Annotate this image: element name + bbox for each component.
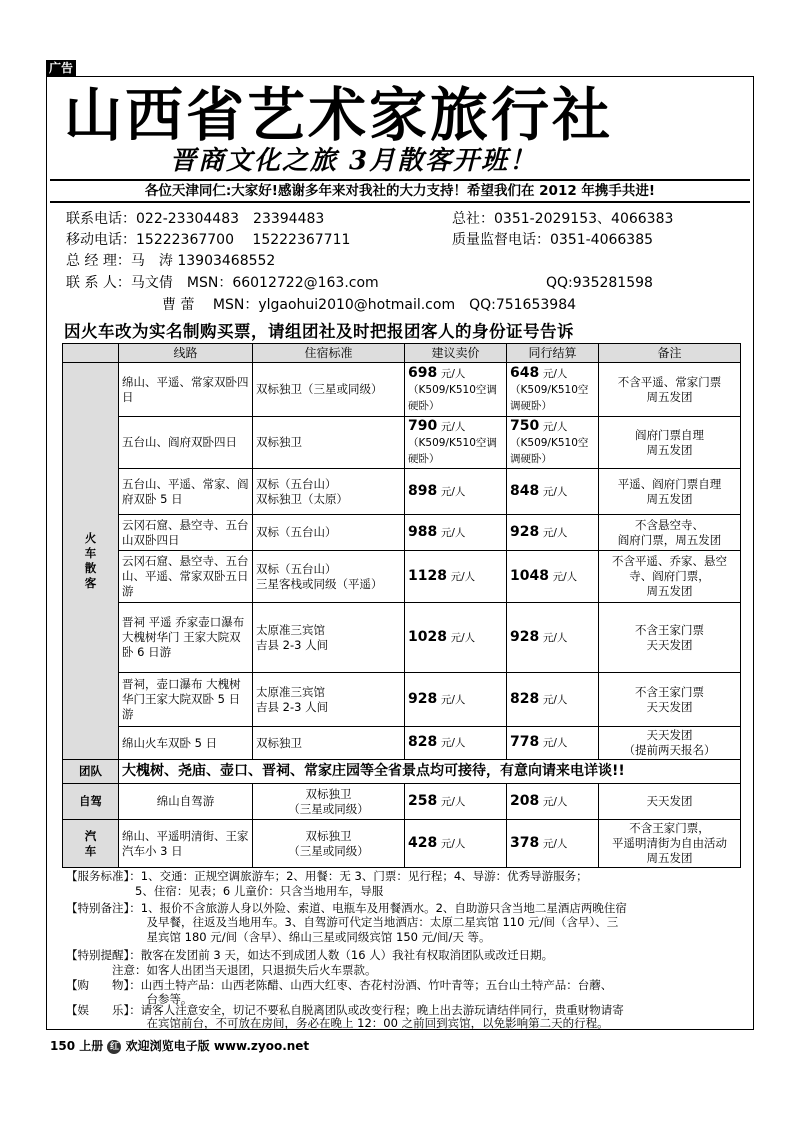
route-cell: 绵山火车双卧 5 日: [119, 727, 253, 760]
table-header: [63, 344, 741, 363]
contact-second-person: 曹 蕾 MSN：ylgaohui2010@hotmail.com QQ:751653984: [162, 297, 577, 313]
header-blank: [63, 344, 119, 363]
suggested-price: 988 元/人: [405, 515, 507, 551]
header-cell: 线路: [119, 344, 253, 363]
contact-phone: 联系电话：022-23304483 23394483: [66, 211, 325, 227]
peer-price: 648 元/人 （K509/K510空调硬卧）: [507, 363, 599, 417]
note-cell: 不含王家门票， 平遥明清街为自由活动 周五发团: [599, 820, 741, 868]
table-row: [63, 760, 741, 784]
suggested-price: 928 元/人: [405, 673, 507, 727]
group-label: 团队: [63, 760, 119, 784]
footer-shopping: 【购 物】：山西土特产品：山西老陈醋、山西大红枣、杏花村汾酒、竹叶青等；五台山土特产品：台蘑、: [66, 978, 613, 992]
table-row: [63, 469, 741, 515]
hotel-cell: 太原准三宾馆 吉县 2-3 人间: [253, 603, 405, 673]
header-cell: 同行结算: [507, 344, 599, 363]
table-row: [63, 363, 741, 417]
suggested-price: 828 元/人: [405, 727, 507, 760]
table-row: [63, 603, 741, 673]
footer-special-3: 星宾馆 180 元/间（含早）、绵山三星或同级宾馆 150 元/间/天 等。: [66, 930, 491, 944]
suggested-price: 258 元/人: [405, 784, 507, 820]
route-cell: 云冈石窟、悬空寺、五台山双卧四日: [119, 515, 253, 551]
footer-text: 欢迎浏览电子版: [125, 1039, 210, 1053]
peer-price: 750 元/人 （K509/K510空调硬卧）: [507, 417, 599, 469]
suggested-price: 428 元/人: [405, 820, 507, 868]
note-cell: 不含王家门票 天天发团: [599, 603, 741, 673]
route-cell: 绵山自驾游: [119, 784, 253, 820]
footer-shopping-2: 台参等。: [66, 992, 193, 1006]
hotel-cell: 双标（五台山）: [253, 515, 405, 551]
header-cell: 建议卖价: [405, 344, 507, 363]
contact-mobile: 移动电话：15222367700 15222367711: [66, 232, 351, 248]
route-cell: 五台山、平遥、常家、阎府双卧 5 日: [119, 469, 253, 515]
suggested-price: 1128 元/人: [405, 551, 507, 603]
hotel-cell: 双标独卫（三星或同级）: [253, 363, 405, 417]
bus-label: 汽 车: [63, 820, 119, 868]
contact-quality: 质量监督电话：0351-4066385: [452, 232, 654, 248]
route-cell: 晋祠 平遥 乔家壶口瀑布 大槐树华门 王家大院双卧 6 日游: [119, 603, 253, 673]
suggested-price: 790 元/人 （K509/K510空调硬卧）: [405, 417, 507, 469]
ad-tag: 广告: [46, 60, 76, 76]
hotel-cell: 双标独卫 （三星或同级）: [253, 784, 405, 820]
agency-title: 山西省艺术家旅行社: [64, 81, 614, 149]
suggested-price: 1028 元/人: [405, 603, 507, 673]
route-cell: 绵山、平遥明清街、王家汽车小 3 日: [119, 820, 253, 868]
page-footer: [50, 1037, 309, 1054]
note-cell: 天天发团 （提前两天报名）: [599, 727, 741, 760]
footer-reminder: 【特别提醒】：散客在发团前 3 天，如达不到成团人数（16 人）我社有权取消团队或改迁日期。: [66, 948, 554, 962]
table-row: [63, 820, 741, 868]
hotel-cell: 双标（五台山） 三星客栈或同级（平遥）: [253, 551, 405, 603]
peer-price: 208 元/人: [507, 784, 599, 820]
hotel-cell: 双标独卫 （三星或同级）: [253, 820, 405, 868]
table-row: [63, 417, 741, 469]
note-cell: 不含平遥、乔家、悬空寺、阎府门票， 周五发团: [599, 551, 741, 603]
price-table: [62, 343, 741, 868]
note-cell: 平遥、阎府门票自理 周五发团: [599, 469, 741, 515]
route-cell: 云冈石窟、悬空寺、五台山、平遥、常家双卧五日游: [119, 551, 253, 603]
table-row: [63, 784, 741, 820]
footer-special-2: 及早餐，往返及当地用车。3、自驾游可代定当地酒店：太原二星宾馆 110 元/间（含早）、三: [66, 915, 619, 929]
footer-fun-2: 在宾馆前台，不可放在房间，务必在晚上 12：00 之前回到宾馆，以免影响第二天的行程。: [66, 1016, 609, 1030]
hong-badge: 红: [107, 1040, 121, 1054]
route-cell: 绵山、平遥、常家双卧四日: [119, 363, 253, 417]
subtitle: 晋商文化之旅 3月散客开班！: [170, 146, 538, 176]
hotel-cell: 双标（五台山） 双标独卫（太原）: [253, 469, 405, 515]
suggested-price: 898 元/人: [405, 469, 507, 515]
table-row: [63, 515, 741, 551]
hotel-cell: 太原准三宾馆 吉县 2-3 人间: [253, 673, 405, 727]
header-cell: 住宿标准: [253, 344, 405, 363]
hotel-cell: 双标独卫: [253, 417, 405, 469]
peer-price: 1048 元/人: [507, 551, 599, 603]
peer-price: 378 元/人: [507, 820, 599, 868]
peer-price: 928 元/人: [507, 515, 599, 551]
group-text: 大槐树、尧庙、壶口、晋祠、常家庄园等全省景点均可接待，有意向请来电详谈!!: [119, 760, 741, 784]
footer-service-2: 5、住宿：见表；6 儿童价：只含当地用车，导服: [66, 884, 384, 898]
peer-price: 848 元/人: [507, 469, 599, 515]
footer-attention: 注意：如客人出团当天退团，只退损失后火车票款。: [66, 963, 377, 977]
peer-price: 778 元/人: [507, 727, 599, 760]
footer-fun: 【娱 乐】：请客人注意安全，切记不要私自脱离团队或改变行程；晚上出去游玩请结伴同行，贵重财物请寄: [66, 1003, 624, 1017]
route-cell: 五台山、阎府双卧四日: [119, 417, 253, 469]
footer-service: 【服务标准】：1、交通：正规空调旅游车；2、用餐：无 3、门票：见行程；4、导游：优秀导游服务；: [66, 869, 588, 883]
self-drive-label: 自驾: [63, 784, 119, 820]
footer-special: 【特别备注】：1、报价不含旅游人身以外险、索道、电瓶车及用餐酒水。2、自助游只含当地二星酒店两晚住宿: [66, 901, 627, 915]
header-cell: 备注: [599, 344, 741, 363]
note-cell: 天天发团: [599, 784, 741, 820]
note-cell: 不含王家门票 天天发团: [599, 673, 741, 727]
hotel-cell: 双标独卫: [253, 727, 405, 760]
peer-price: 828 元/人: [507, 673, 599, 727]
contact-hq: 总社：0351-2029153、4066383: [452, 211, 674, 227]
note-cell: 不含平遥、常家门票 周五发团: [599, 363, 741, 417]
suggested-price: 698 元/人 （K509/K510空调硬卧）: [405, 363, 507, 417]
table-row: [63, 727, 741, 760]
table-row: [63, 551, 741, 603]
thanks-banner: 各位天津同仁:大家好!感谢多年来对我社的大力支持！希望我们在 2012 年携手共进!: [50, 179, 750, 203]
page-number: 150: [50, 1039, 76, 1053]
id-notice: 因火车改为实名制购买票，请组团社及时把报团客人的身份证号告诉: [64, 322, 574, 341]
contact-person-qq: QQ:935281598: [546, 275, 653, 291]
note-cell: 不含悬空寺、 阎府门票，周五发团: [599, 515, 741, 551]
note-cell: 阎府门票自理 周五发团: [599, 417, 741, 469]
train-label: 火 车 散 客: [63, 363, 119, 760]
peer-price: 928 元/人: [507, 603, 599, 673]
contact-manager: 总 经 理：马 涛 13903468552: [66, 253, 276, 269]
table-row: [63, 673, 741, 727]
contact-person: 联 系 人：马文倩 MSN：66012722@163.com: [66, 275, 379, 291]
route-cell: 晋祠，壶口瀑布 大槐树 华门王家大院双卧 5 日游: [119, 673, 253, 727]
footer-url[interactable]: www.zyoo.net: [213, 1039, 310, 1053]
volume-label: 上册: [79, 1039, 104, 1053]
